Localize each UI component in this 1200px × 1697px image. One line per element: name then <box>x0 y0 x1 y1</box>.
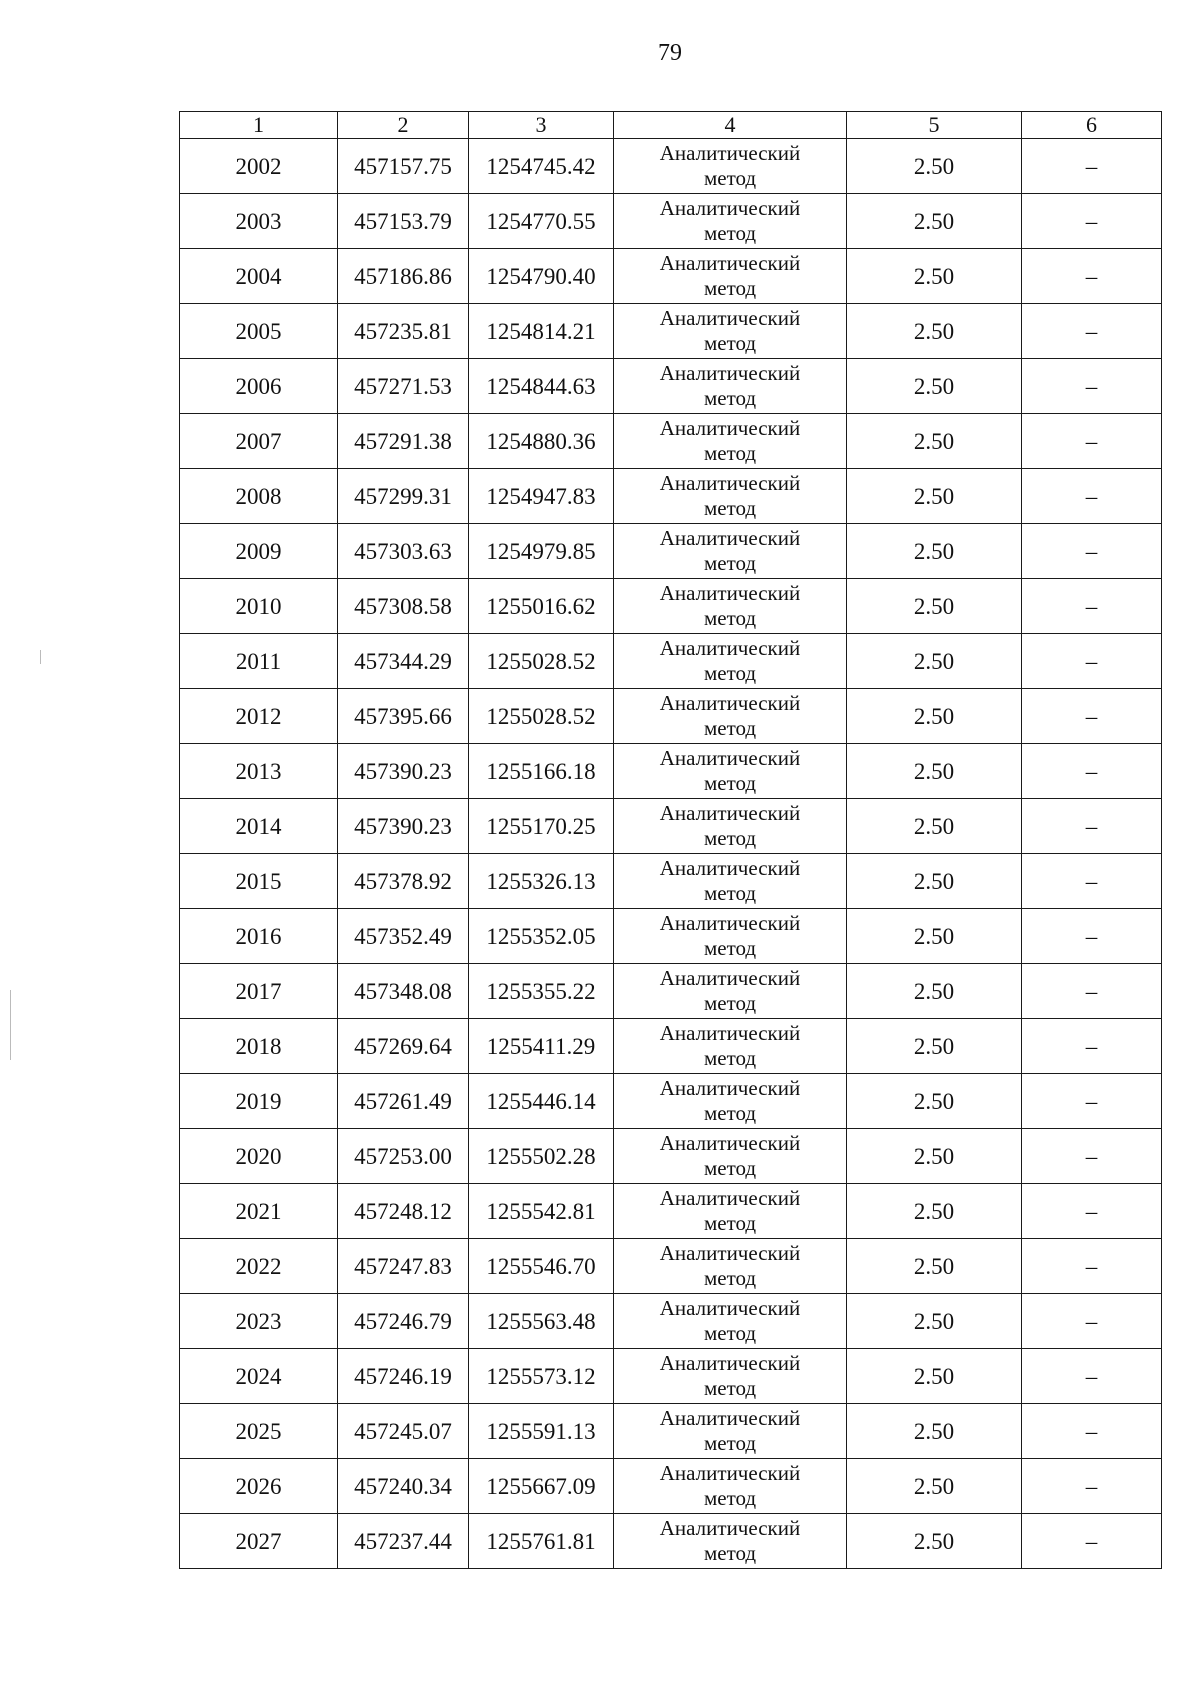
x-coordinate-cell: 457271.53 <box>338 359 469 414</box>
point-number-cell: 2003 <box>180 194 338 249</box>
table-row <box>180 359 1162 414</box>
method-line-1: Аналитический <box>659 581 801 605</box>
method-cell <box>614 799 847 854</box>
accuracy-cell: 2.50 <box>847 799 1022 854</box>
note-cell: – <box>1022 1294 1162 1349</box>
method-cell <box>614 359 847 414</box>
method-cell <box>614 1074 847 1129</box>
x-coordinate-cell: 457390.23 <box>338 799 469 854</box>
method-line-1: Аналитический <box>659 856 801 880</box>
column-header-6: 6 <box>1022 112 1162 139</box>
method-line-1: Аналитический <box>659 306 801 330</box>
note-cell: – <box>1022 799 1162 854</box>
table-row <box>180 1459 1162 1514</box>
accuracy-cell: 2.50 <box>847 1129 1022 1184</box>
point-number-cell: 2015 <box>180 854 338 909</box>
method-cell <box>614 689 847 744</box>
y-coordinate-cell: 1254745.42 <box>469 139 614 194</box>
accuracy-cell: 2.50 <box>847 139 1022 194</box>
note-cell: – <box>1022 1239 1162 1294</box>
x-coordinate-cell: 457261.49 <box>338 1074 469 1129</box>
x-coordinate-cell: 457299.31 <box>338 469 469 524</box>
y-coordinate-cell: 1255028.52 <box>469 689 614 744</box>
method-line-2: метод <box>703 1046 757 1070</box>
method-line-2: метод <box>703 936 757 960</box>
column-header-5: 5 <box>847 112 1022 139</box>
method-cell <box>614 194 847 249</box>
point-number-cell: 2019 <box>180 1074 338 1129</box>
y-coordinate-cell: 1255016.62 <box>469 579 614 634</box>
method-line-1: Аналитический <box>659 801 801 825</box>
table-row <box>180 579 1162 634</box>
table-row <box>180 1349 1162 1404</box>
method-cell <box>614 469 847 524</box>
y-coordinate-cell: 1255546.70 <box>469 1239 614 1294</box>
point-number-cell: 2012 <box>180 689 338 744</box>
table-row <box>180 689 1162 744</box>
x-coordinate-cell: 457395.66 <box>338 689 469 744</box>
note-cell: – <box>1022 689 1162 744</box>
x-coordinate-cell: 457237.44 <box>338 1514 469 1569</box>
method-line-1: Аналитический <box>659 196 801 220</box>
x-coordinate-cell: 457348.08 <box>338 964 469 1019</box>
point-number-cell: 2005 <box>180 304 338 359</box>
method-line-2: метод <box>703 716 757 740</box>
y-coordinate-cell: 1255573.12 <box>469 1349 614 1404</box>
method-cell <box>614 964 847 1019</box>
column-header-3: 3 <box>469 112 614 139</box>
x-coordinate-cell: 457248.12 <box>338 1184 469 1239</box>
method-line-2: метод <box>703 551 757 575</box>
point-number-cell: 2027 <box>180 1514 338 1569</box>
accuracy-cell: 2.50 <box>847 634 1022 689</box>
y-coordinate-cell: 1255166.18 <box>469 744 614 799</box>
y-coordinate-cell: 1255542.81 <box>469 1184 614 1239</box>
y-coordinate-cell: 1255028.52 <box>469 634 614 689</box>
method-cell <box>614 414 847 469</box>
table-body <box>180 112 1162 1569</box>
note-cell: – <box>1022 1459 1162 1514</box>
y-coordinate-cell: 1255355.22 <box>469 964 614 1019</box>
table-row <box>180 744 1162 799</box>
x-coordinate-cell: 457269.64 <box>338 1019 469 1074</box>
x-coordinate-cell: 457344.29 <box>338 634 469 689</box>
table-row <box>180 304 1162 359</box>
x-coordinate-cell: 457246.79 <box>338 1294 469 1349</box>
column-header-1: 1 <box>180 112 338 139</box>
method-line-2: метод <box>703 386 757 410</box>
note-cell: – <box>1022 964 1162 1019</box>
method-line-2: метод <box>703 1321 757 1345</box>
x-coordinate-cell: 457253.00 <box>338 1129 469 1184</box>
point-number-cell: 2018 <box>180 1019 338 1074</box>
method-cell <box>614 249 847 304</box>
y-coordinate-cell: 1255170.25 <box>469 799 614 854</box>
accuracy-cell: 2.50 <box>847 1184 1022 1239</box>
x-coordinate-cell: 457246.19 <box>338 1349 469 1404</box>
note-cell: – <box>1022 1404 1162 1459</box>
point-number-cell: 2010 <box>180 579 338 634</box>
x-coordinate-cell: 457240.34 <box>338 1459 469 1514</box>
method-cell <box>614 1129 847 1184</box>
note-cell: – <box>1022 1514 1162 1569</box>
note-cell: – <box>1022 249 1162 304</box>
y-coordinate-cell: 1255326.13 <box>469 854 614 909</box>
method-line-2: метод <box>703 881 757 905</box>
note-cell: – <box>1022 909 1162 964</box>
y-coordinate-cell: 1255446.14 <box>469 1074 614 1129</box>
note-cell: – <box>1022 1129 1162 1184</box>
x-coordinate-cell: 457153.79 <box>338 194 469 249</box>
table-row <box>180 1074 1162 1129</box>
x-coordinate-cell: 457291.38 <box>338 414 469 469</box>
method-cell <box>614 1184 847 1239</box>
accuracy-cell: 2.50 <box>847 1459 1022 1514</box>
table-row <box>180 1514 1162 1569</box>
method-cell <box>614 1294 847 1349</box>
point-number-cell: 2011 <box>180 634 338 689</box>
method-line-1: Аналитический <box>659 1131 801 1155</box>
accuracy-cell: 2.50 <box>847 249 1022 304</box>
point-number-cell: 2002 <box>180 139 338 194</box>
table-row <box>180 964 1162 1019</box>
x-coordinate-cell: 457245.07 <box>338 1404 469 1459</box>
x-coordinate-cell: 457390.23 <box>338 744 469 799</box>
method-line-1: Аналитический <box>659 251 801 275</box>
method-line-2: метод <box>703 276 757 300</box>
table-row <box>180 634 1162 689</box>
y-coordinate-cell: 1255591.13 <box>469 1404 614 1459</box>
method-line-1: Аналитический <box>659 141 801 165</box>
method-line-1: Аналитический <box>659 526 801 550</box>
note-cell: – <box>1022 414 1162 469</box>
note-cell: – <box>1022 634 1162 689</box>
y-coordinate-cell: 1254770.55 <box>469 194 614 249</box>
table-row <box>180 194 1162 249</box>
method-line-2: метод <box>703 1211 757 1235</box>
accuracy-cell: 2.50 <box>847 1349 1022 1404</box>
table-row <box>180 414 1162 469</box>
method-line-2: метод <box>703 441 757 465</box>
x-coordinate-cell: 457157.75 <box>338 139 469 194</box>
method-cell <box>614 1349 847 1404</box>
point-number-cell: 2021 <box>180 1184 338 1239</box>
note-cell: – <box>1022 359 1162 414</box>
table-row <box>180 799 1162 854</box>
point-number-cell: 2026 <box>180 1459 338 1514</box>
method-line-2: метод <box>703 1541 757 1565</box>
method-cell <box>614 579 847 634</box>
note-cell: – <box>1022 524 1162 579</box>
method-cell <box>614 1239 847 1294</box>
table-row <box>180 1294 1162 1349</box>
method-line-1: Аналитический <box>659 966 801 990</box>
method-line-1: Аналитический <box>659 636 801 660</box>
note-cell: – <box>1022 1349 1162 1404</box>
method-line-1: Аналитический <box>659 361 801 385</box>
method-cell <box>614 1459 847 1514</box>
accuracy-cell: 2.50 <box>847 854 1022 909</box>
method-line-1: Аналитический <box>659 1351 801 1375</box>
method-line-1: Аналитический <box>659 1406 801 1430</box>
table-row <box>180 139 1162 194</box>
table-row <box>180 524 1162 579</box>
note-cell: – <box>1022 1074 1162 1129</box>
note-cell: – <box>1022 1019 1162 1074</box>
method-line-2: метод <box>703 331 757 355</box>
accuracy-cell: 2.50 <box>847 524 1022 579</box>
method-cell <box>614 1514 847 1569</box>
point-number-cell: 2017 <box>180 964 338 1019</box>
y-coordinate-cell: 1255563.48 <box>469 1294 614 1349</box>
note-cell: – <box>1022 854 1162 909</box>
y-coordinate-cell: 1255667.09 <box>469 1459 614 1514</box>
method-line-1: Аналитический <box>659 691 801 715</box>
accuracy-cell: 2.50 <box>847 689 1022 744</box>
accuracy-cell: 2.50 <box>847 1514 1022 1569</box>
note-cell: – <box>1022 1184 1162 1239</box>
scan-margin-mark <box>40 650 41 664</box>
table-row <box>180 249 1162 304</box>
method-line-2: метод <box>703 661 757 685</box>
point-number-cell: 2009 <box>180 524 338 579</box>
note-cell: – <box>1022 469 1162 524</box>
scan-margin-mark <box>10 990 11 1060</box>
header-row <box>180 112 1162 139</box>
accuracy-cell: 2.50 <box>847 1294 1022 1349</box>
method-line-2: метод <box>703 496 757 520</box>
page-number: 79 <box>658 40 682 66</box>
table-row <box>180 909 1162 964</box>
accuracy-cell: 2.50 <box>847 579 1022 634</box>
method-line-1: Аналитический <box>659 1021 801 1045</box>
point-number-cell: 2006 <box>180 359 338 414</box>
point-number-cell: 2008 <box>180 469 338 524</box>
point-number-cell: 2025 <box>180 1404 338 1459</box>
note-cell: – <box>1022 744 1162 799</box>
accuracy-cell: 2.50 <box>847 304 1022 359</box>
method-cell <box>614 854 847 909</box>
method-line-2: метод <box>703 826 757 850</box>
method-cell <box>614 139 847 194</box>
accuracy-cell: 2.50 <box>847 744 1022 799</box>
method-line-2: метод <box>703 221 757 245</box>
method-cell <box>614 744 847 799</box>
coordinates-table <box>179 111 1162 1569</box>
point-number-cell: 2022 <box>180 1239 338 1294</box>
x-coordinate-cell: 457352.49 <box>338 909 469 964</box>
y-coordinate-cell: 1254790.40 <box>469 249 614 304</box>
method-line-2: метод <box>703 1431 757 1455</box>
accuracy-cell: 2.50 <box>847 359 1022 414</box>
point-number-cell: 2007 <box>180 414 338 469</box>
column-header-4: 4 <box>614 112 847 139</box>
accuracy-cell: 2.50 <box>847 194 1022 249</box>
point-number-cell: 2014 <box>180 799 338 854</box>
note-cell: – <box>1022 304 1162 359</box>
x-coordinate-cell: 457308.58 <box>338 579 469 634</box>
accuracy-cell: 2.50 <box>847 414 1022 469</box>
method-line-2: метод <box>703 1101 757 1125</box>
x-coordinate-cell: 457235.81 <box>338 304 469 359</box>
y-coordinate-cell: 1254880.36 <box>469 414 614 469</box>
method-cell <box>614 634 847 689</box>
table-row <box>180 1129 1162 1184</box>
note-cell: – <box>1022 579 1162 634</box>
y-coordinate-cell: 1255761.81 <box>469 1514 614 1569</box>
point-number-cell: 2016 <box>180 909 338 964</box>
y-coordinate-cell: 1254947.83 <box>469 469 614 524</box>
note-cell: – <box>1022 194 1162 249</box>
table-row <box>180 469 1162 524</box>
method-line-1: Аналитический <box>659 1186 801 1210</box>
x-coordinate-cell: 457378.92 <box>338 854 469 909</box>
method-line-2: метод <box>703 771 757 795</box>
method-line-1: Аналитический <box>659 911 801 935</box>
method-line-2: метод <box>703 991 757 1015</box>
method-line-2: метод <box>703 606 757 630</box>
accuracy-cell: 2.50 <box>847 964 1022 1019</box>
y-coordinate-cell: 1254979.85 <box>469 524 614 579</box>
method-line-1: Аналитический <box>659 416 801 440</box>
method-line-2: метод <box>703 1266 757 1290</box>
note-cell: – <box>1022 139 1162 194</box>
point-number-cell: 2024 <box>180 1349 338 1404</box>
table-row <box>180 1239 1162 1294</box>
y-coordinate-cell: 1254844.63 <box>469 359 614 414</box>
x-coordinate-cell: 457186.86 <box>338 249 469 304</box>
point-number-cell: 2023 <box>180 1294 338 1349</box>
method-line-2: метод <box>703 1376 757 1400</box>
method-cell <box>614 304 847 359</box>
table-row <box>180 1184 1162 1239</box>
method-line-1: Аналитический <box>659 1296 801 1320</box>
method-cell <box>614 1404 847 1459</box>
method-cell <box>614 1019 847 1074</box>
y-coordinate-cell: 1255502.28 <box>469 1129 614 1184</box>
method-line-1: Аналитический <box>659 1076 801 1100</box>
method-line-2: метод <box>703 1156 757 1180</box>
method-line-1: Аналитический <box>659 1241 801 1265</box>
accuracy-cell: 2.50 <box>847 1074 1022 1129</box>
accuracy-cell: 2.50 <box>847 1019 1022 1074</box>
accuracy-cell: 2.50 <box>847 1404 1022 1459</box>
method-line-2: метод <box>703 166 757 190</box>
method-line-2: метод <box>703 1486 757 1510</box>
table-row <box>180 1404 1162 1459</box>
accuracy-cell: 2.50 <box>847 909 1022 964</box>
column-header-2: 2 <box>338 112 469 139</box>
method-line-1: Аналитический <box>659 746 801 770</box>
x-coordinate-cell: 457303.63 <box>338 524 469 579</box>
point-number-cell: 2020 <box>180 1129 338 1184</box>
point-number-cell: 2004 <box>180 249 338 304</box>
accuracy-cell: 2.50 <box>847 1239 1022 1294</box>
method-line-1: Аналитический <box>659 471 801 495</box>
table-row <box>180 854 1162 909</box>
method-line-1: Аналитический <box>659 1461 801 1485</box>
x-coordinate-cell: 457247.83 <box>338 1239 469 1294</box>
point-number-cell: 2013 <box>180 744 338 799</box>
y-coordinate-cell: 1255352.05 <box>469 909 614 964</box>
table-row <box>180 1019 1162 1074</box>
method-cell <box>614 909 847 964</box>
method-line-1: Аналитический <box>659 1516 801 1540</box>
method-cell <box>614 524 847 579</box>
y-coordinate-cell: 1255411.29 <box>469 1019 614 1074</box>
y-coordinate-cell: 1254814.21 <box>469 304 614 359</box>
accuracy-cell: 2.50 <box>847 469 1022 524</box>
